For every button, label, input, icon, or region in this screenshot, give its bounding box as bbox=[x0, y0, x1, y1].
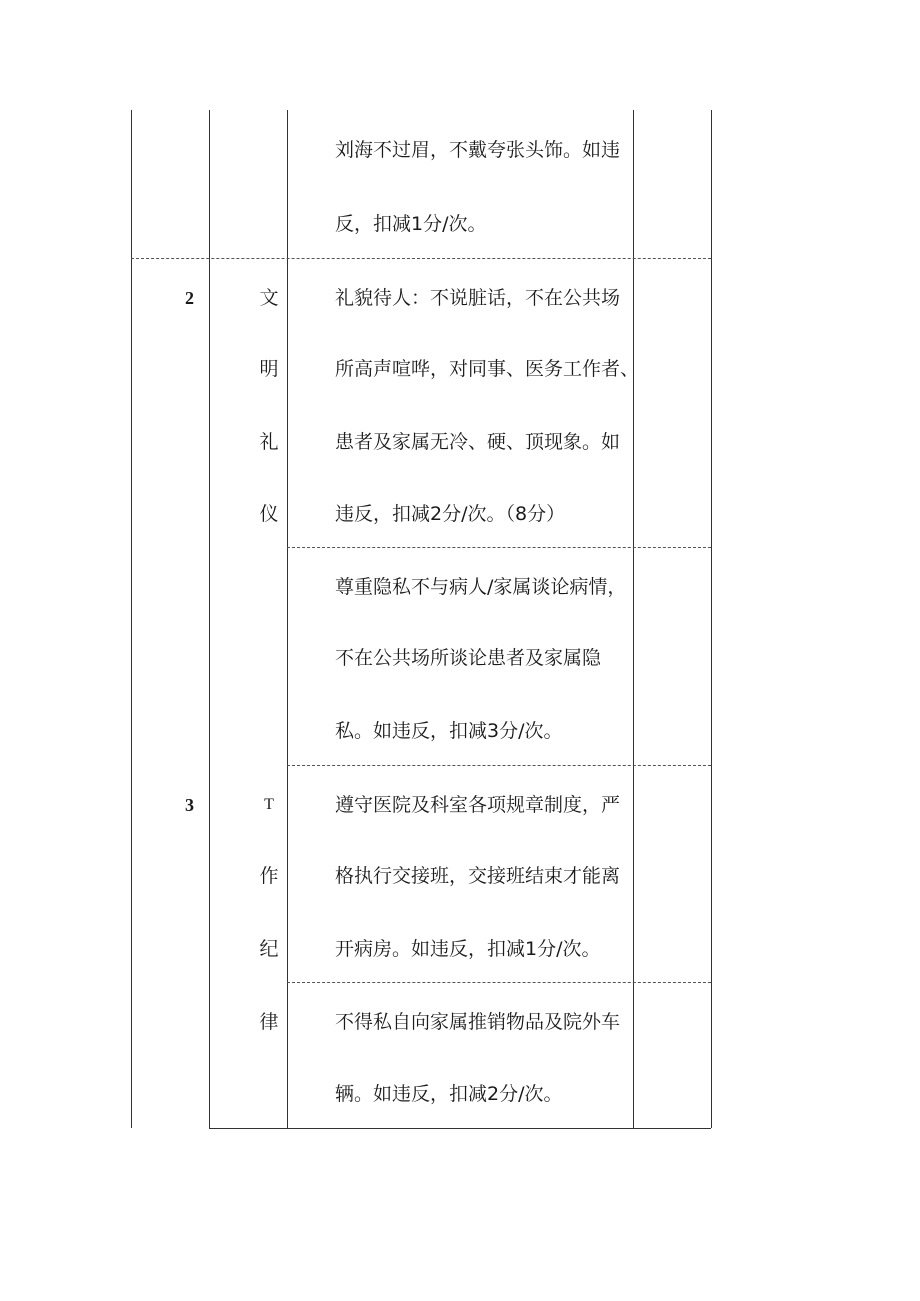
row-number: 2 bbox=[185, 288, 194, 308]
row-divider-3 bbox=[287, 765, 711, 766]
row-divider-1 bbox=[131, 258, 711, 259]
table-border-col1 bbox=[209, 110, 210, 1128]
category-char: 仪 bbox=[259, 503, 279, 525]
category-char: 律 bbox=[259, 1011, 279, 1033]
item-text-line: 违反，扣减2分/次。（8分） bbox=[335, 503, 566, 525]
table-border-col2 bbox=[287, 110, 288, 1128]
row-number: 3 bbox=[185, 795, 194, 815]
item-text-line: 私。如违反，扣减3分/次。 bbox=[335, 720, 563, 742]
category-char: 礼 bbox=[259, 431, 279, 453]
item-text-line: 反，扣减1分/次。 bbox=[335, 213, 487, 235]
category-char: 文 bbox=[259, 287, 279, 309]
row-divider-2 bbox=[287, 547, 711, 548]
row-divider-4 bbox=[287, 982, 711, 983]
category-char: T bbox=[264, 796, 274, 813]
table-border-bottom bbox=[209, 1128, 711, 1129]
table-border-col3 bbox=[633, 110, 634, 1128]
item-text-line: 礼貌待人：不说脏话，不在公共场 bbox=[335, 287, 621, 309]
item-text-line: 刘海不过眉，不戴夸张头饰。如违 bbox=[335, 139, 621, 161]
table-border-right bbox=[711, 110, 712, 1128]
item-text-line: 开病房。如违反，扣减1分/次。 bbox=[335, 938, 601, 960]
item-text-line: 患者及家属无冷、硬、顶现象。如 bbox=[335, 431, 621, 453]
item-text-line: 遵守医院及科室各项规章制度，严 bbox=[335, 794, 621, 816]
item-text-line: 辆。如违反，扣减2分/次。 bbox=[335, 1083, 563, 1105]
category-char: 作 bbox=[259, 865, 279, 887]
item-text-line: 不得私自向家属推销物品及院外车 bbox=[335, 1011, 621, 1033]
item-text-line: 不在公共场所谈论患者及家属隐 bbox=[335, 647, 602, 669]
item-text-line: 尊重隐私不与病人/家属谈论病情， bbox=[335, 576, 627, 598]
category-char: 明 bbox=[259, 358, 279, 380]
category-char: 纪 bbox=[259, 938, 279, 960]
item-text-line: 所高声喧哗，对同事、医务工作者、 bbox=[335, 358, 640, 380]
table-border-left bbox=[131, 110, 132, 1128]
item-text-line: 格执行交接班，交接班结束才能离 bbox=[335, 865, 621, 887]
